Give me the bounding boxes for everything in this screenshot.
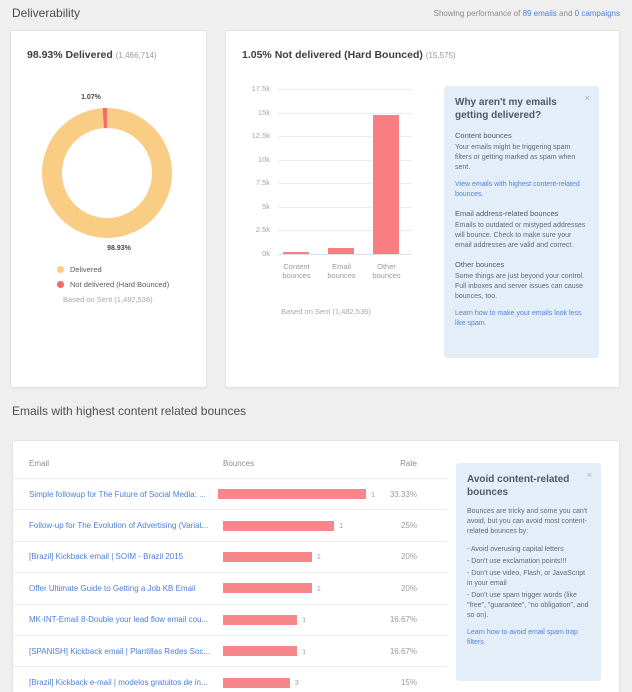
bounce-rate: 16.67% [389, 615, 417, 625]
based-on-sent-note: Based on Sent (1,482,536) [63, 295, 153, 304]
not-delivered-card-title: 1.05% Not delivered (Hard Bounced) (15,575) [242, 49, 456, 61]
bounce-count: 3 [294, 678, 299, 688]
bounce-table [13, 449, 447, 692]
bounce-rate: 16.67% [389, 646, 417, 656]
y-tick: 0k [262, 249, 270, 258]
tip-item: - Avoid overusing capital letters [467, 546, 564, 553]
x-axis-labels [274, 262, 409, 280]
bounce-table-section-title: Emails with highest content related bounces [12, 404, 247, 418]
x-label-content-bounces: Content bounces [282, 262, 311, 280]
bounce-count: 1 [370, 489, 376, 499]
donut-label-delivered: 98.93% [107, 245, 131, 252]
bounce-count: 1 [339, 521, 344, 531]
bounced-swatch-icon [57, 281, 64, 288]
close-icon[interactable]: × [584, 93, 590, 103]
bounce-count: 1 [302, 646, 307, 656]
table-row [13, 573, 447, 604]
avoid-tips-list [467, 545, 590, 621]
x-label-email-bounces: Email bounces [327, 262, 356, 280]
column-header-bounces: Bounces [223, 459, 255, 468]
bounce-bar [223, 678, 290, 688]
y-tick: 7.5k [255, 178, 270, 188]
bounce-bar [218, 489, 366, 499]
y-tick: 10k [257, 154, 270, 164]
bounce-bar-chart [240, 84, 412, 280]
bars-group [278, 89, 412, 254]
table-header-row [13, 449, 447, 479]
why-emails-not-delivered-panel [444, 86, 599, 358]
x-label-other-bounces: Other bounces [372, 262, 401, 280]
y-tick: 15k [257, 107, 270, 117]
content-bounces-heading: Content bounces [455, 131, 512, 140]
axis-baseline [278, 254, 412, 255]
bar-other-bounces [373, 115, 399, 254]
bounce-rate: 25% [400, 521, 417, 531]
email-link[interactable]: [Brazil] Kickback email | SOIM - Brazil 2015 [29, 552, 184, 562]
bounce-bar [223, 521, 334, 531]
avoid-bounces-panel [456, 463, 601, 681]
bar-content-bounces [283, 252, 309, 254]
bounce-rate: 15% [400, 678, 417, 688]
bounce-count: 1 [316, 583, 321, 593]
performance-summary [434, 9, 620, 18]
table-row [13, 636, 447, 667]
page-title: Deliverability [12, 6, 81, 20]
avoid-panel-intro: Bounces are tricky and some you can't avoid, but you can avoid most content-related bounces by: [467, 508, 588, 535]
avoid-spam-trap-link[interactable]: Learn how to avoid email spam trap filters. [467, 629, 578, 646]
view-content-bounces-link[interactable]: View emails with highest content-related bounces. [455, 181, 580, 198]
y-tick: 17.5k [251, 84, 270, 93]
bounce-count: 1 [316, 552, 321, 562]
donut-label-bounced: 1.07% [81, 94, 101, 101]
table-row [13, 605, 447, 636]
y-tick: 5k [262, 201, 270, 211]
email-link[interactable]: [Brazil] Kickback e-mail | modelos gratuitos de in... [29, 678, 208, 688]
bounce-bar [223, 615, 297, 625]
close-icon[interactable]: × [586, 470, 592, 480]
tip-item: - Don't use spam trigger words (like "free", "guarantee", "no obligation", and so on). [467, 592, 589, 619]
email-link[interactable]: [SPANISH] Kickback email | Plantillas Redes Soc... [29, 646, 211, 656]
table-row [13, 510, 447, 541]
and-text: and [559, 9, 573, 18]
address-bounces-heading: Email address-related bounces [455, 209, 559, 218]
column-header-rate: Rate [400, 459, 417, 468]
table-row [13, 479, 447, 510]
bounce-count: 1 [302, 615, 307, 625]
delivered-swatch-icon [57, 266, 64, 273]
tip-item: - Don't use video, Flash, or JavaScript in your email [467, 570, 586, 587]
look-less-spam-link[interactable]: Learn how to make your emails look less like spam. [455, 310, 582, 327]
y-tick: 2.5k [255, 225, 270, 235]
bounce-rate: 33.33% [389, 489, 417, 499]
not-delivered-card [225, 30, 620, 388]
bounce-rate: 20% [400, 583, 417, 593]
delivered-donut-chart [11, 107, 208, 239]
email-link[interactable]: Follow-up for The Evolution of Advertising (Variat... [29, 521, 209, 531]
other-bounces-body: Some things are just beyond your control. Full inboxes and server issues can cause bounces, too. [455, 273, 585, 300]
delivered-count: (1,466,714) [115, 51, 157, 60]
delivered-card-title: 98.93% Delivered (1,466,714) [27, 49, 157, 61]
email-link[interactable]: MK-INT-Email 8-Double your lead flow email cou... [29, 615, 209, 625]
column-header-email: Email [29, 459, 50, 468]
bar-email-bounces [328, 248, 354, 254]
address-bounces-body: Emails to outdated or mistyped addresses will bounce. Check to make sure your email addresses are valid and correct. [455, 222, 586, 249]
content-bounces-card [12, 440, 620, 692]
avoid-panel-title: Avoid content-related bounces [467, 474, 570, 498]
donut-legend [57, 262, 169, 292]
delivered-card [10, 30, 207, 388]
bounce-bar [223, 583, 312, 593]
bounce-bar [223, 552, 312, 562]
content-bounces-body: Your emails might be triggering spam filters or getting marked as spam when sent. [455, 144, 576, 171]
legend-item-bounced: Not delivered (Hard Bounced) [57, 277, 169, 292]
bounce-rate: 20% [400, 552, 417, 562]
bounce-bar [223, 646, 297, 656]
based-on-sent-note: Based on Sent (1,482,536) [281, 307, 371, 316]
legend-item-delivered: Delivered [57, 262, 169, 277]
why-panel-title: Why aren't my emails getting delivered? [455, 97, 557, 121]
table-row [13, 667, 447, 692]
emails-count-link[interactable]: 89 emails [522, 9, 557, 18]
not-delivered-count: (15,575) [425, 51, 456, 60]
donut-ring-delivered [52, 118, 162, 228]
other-bounces-heading: Other bounces [455, 260, 505, 269]
email-link[interactable]: Simple followup for The Future of Social Media: ... [29, 489, 206, 499]
campaigns-count-link[interactable]: 0 campaigns [574, 9, 620, 18]
table-row [13, 542, 447, 573]
y-tick: 12.5k [251, 131, 270, 141]
performance-prefix: Showing performance of [433, 9, 521, 18]
tip-item: - Don't use exclamation points!!! [467, 558, 567, 565]
email-link[interactable]: Offer Ultimate Guide to Getting a Job KB Email [29, 583, 196, 593]
